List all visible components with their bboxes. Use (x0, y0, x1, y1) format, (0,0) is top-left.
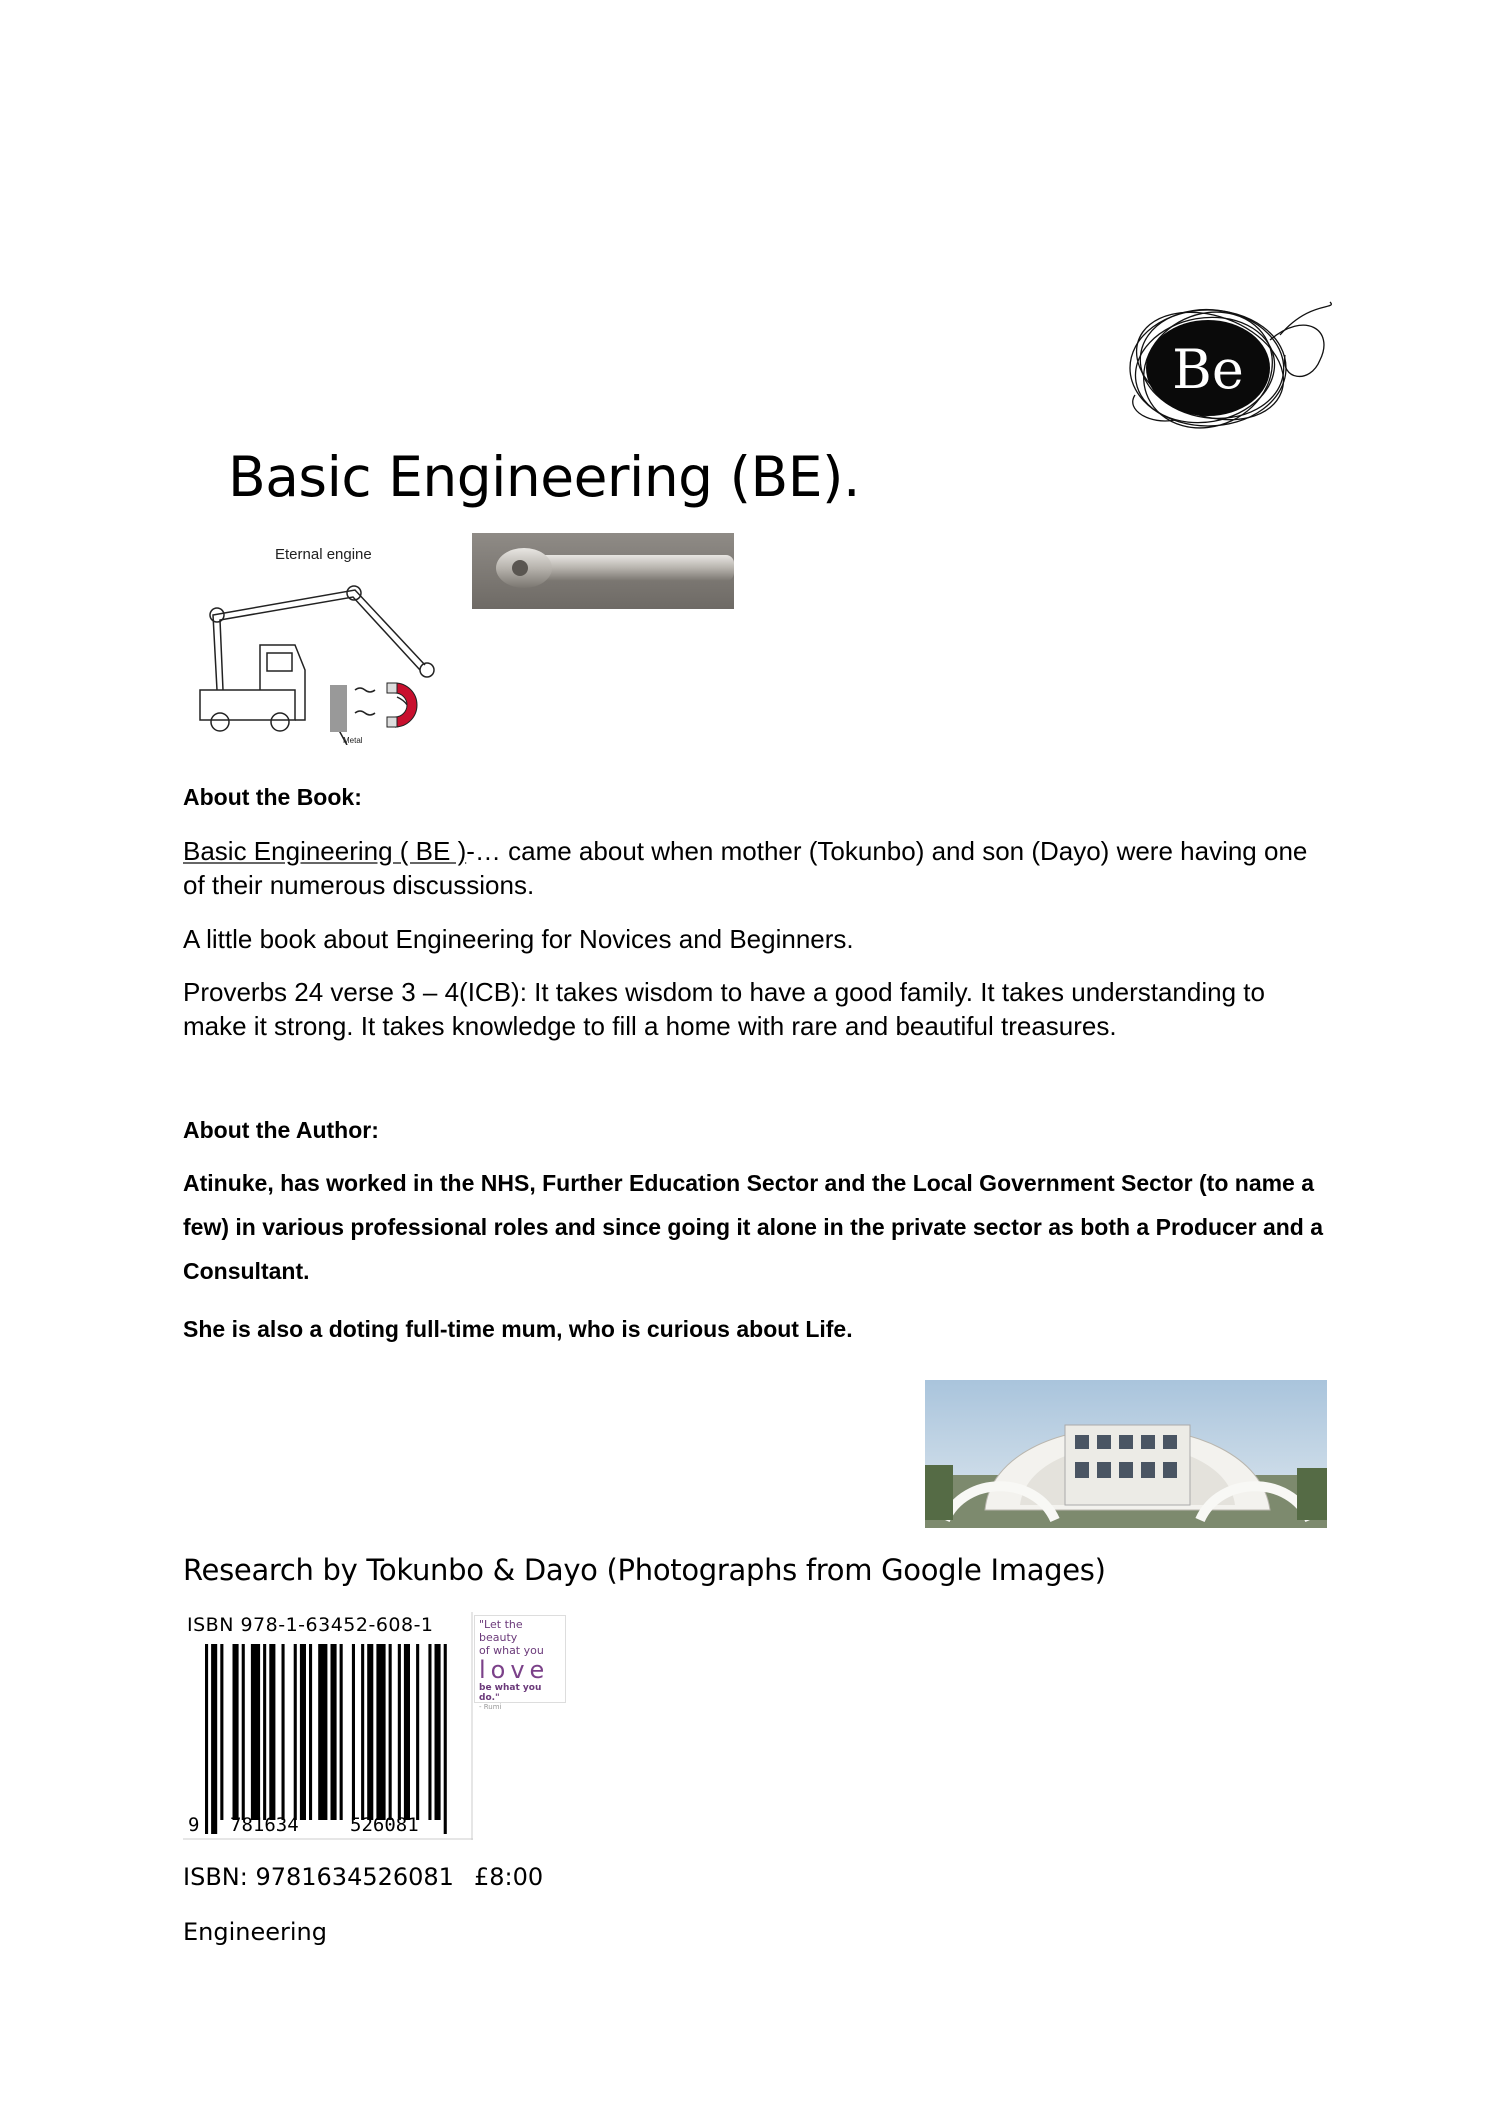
crane-truck-magnet-sketch-icon (195, 535, 460, 745)
quote-line-3: love (479, 1656, 550, 1684)
category: Engineering (183, 1918, 327, 1946)
barcode-icon (183, 1612, 473, 1840)
barcode-isbn-label: ISBN 978-1-63452-608-1 (187, 1614, 434, 1636)
sketch-caption: Eternal engine (275, 546, 372, 563)
isbn-price-line (183, 1863, 543, 1891)
page-title: Basic Engineering (BE). (228, 445, 860, 509)
quote-line-1: "Let the beauty (479, 1618, 523, 1644)
about-book-paragraph-1-text: -… came about when mother (Tokunbo) and son (Dayo) were having one of their numerous discussions. (183, 836, 1308, 900)
about-book-heading: About the Book: (183, 784, 362, 810)
about-author-heading: About the Author: (183, 1117, 379, 1143)
about-book-paragraph-3: Proverbs 24 verse 3 – 4(ICB): It takes wisdom to have a good family. It takes understanding to make it strong. It takes knowledge to fill a home with rare and beautiful treasures. (183, 977, 1265, 1041)
logo-text: Be (1172, 338, 1244, 401)
dome-house-photo-icon (925, 1380, 1327, 1528)
quote-line-4: be what you do." (479, 1683, 542, 1703)
barcode-digits-left: 781634 (230, 1814, 299, 1836)
be-logo (1120, 300, 1340, 430)
about-author-paragraph-2: She is also a doting full-time mum, who is curious about Life. (183, 1316, 853, 1342)
about-book-paragraph-1 (183, 834, 1333, 902)
quote-line-5: - Rumi (479, 1703, 502, 1711)
barcode-digit-first: 9 (188, 1814, 200, 1836)
isbn-number: ISBN: 9781634526081 (183, 1863, 454, 1891)
price: £8:00 (473, 1863, 544, 1891)
about-author-paragraph-1: Atinuke, has worked in the NHS, Further Education Sector and the Local Government Sector (to name a few) in various professional roles and since going it alone in the private sector as both a Producer and a Consultant. (183, 1170, 1324, 1284)
research-credit: Research by Tokunbo & Dayo (Photographs from Google Images) (183, 1553, 1106, 1587)
quote-line-2: of what you (479, 1644, 544, 1657)
metal-rod-photo-icon (472, 533, 734, 609)
sketch-metal-label: Metal (343, 736, 363, 745)
book-title-link[interactable]: Basic Engineering ( BE ) (183, 836, 467, 866)
about-book-paragraph-2: A little book about Engineering for Novices and Beginners. (183, 924, 854, 954)
barcode-digits-right: 526081 (350, 1814, 419, 1836)
rumi-quote-card (474, 1615, 566, 1711)
